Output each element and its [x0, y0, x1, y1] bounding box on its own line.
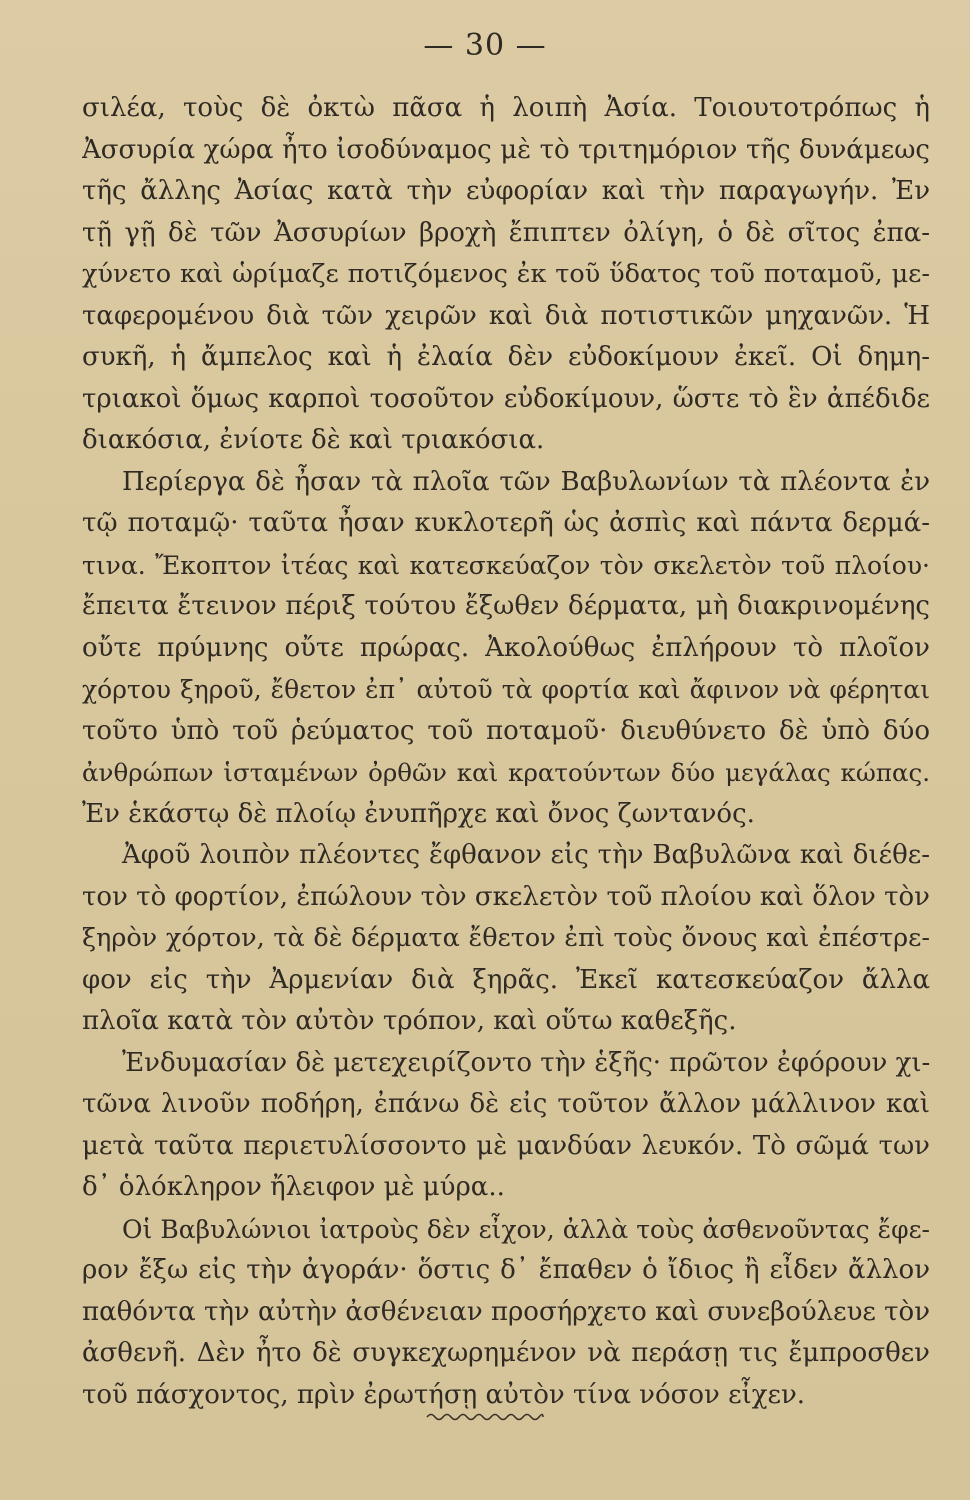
ornamental-divider	[425, 1410, 545, 1424]
text-line: τοῦτο ὑπὸ τοῦ ῥεύματος τοῦ ποταμοῦ· διευθύνετο δὲ ὑπὸ δύο	[82, 715, 930, 746]
text-line: οὔτε πρύμνης οὔτε πρώρας. Ἀκολούθως ἐπλήρουν τὸ πλοῖον	[82, 632, 930, 663]
text-line: ταφερομένου διὰ τῶν χειρῶν καὶ διὰ ποτιστικῶν μηχανῶν. Ἡ	[82, 300, 930, 331]
text-line: παθόντα τὴν αὐτὴν ἀσθένειαν προσήρχετο καὶ συνεβούλευε τὸν	[82, 1296, 930, 1327]
text-line: χύνετο καὶ ὡρίμαζε ποτιζόμενος ἐκ τοῦ ὕδατος τοῦ ποταμοῦ, με-	[82, 259, 930, 289]
text-line: τῆς ἄλλης Ἀσίας κατὰ τὴν εὐφορίαν καὶ τὴν παραγωγήν. Ἐν	[82, 176, 930, 206]
text-line: Ἐνδυμασίαν δὲ μετεχειρίζοντο τὴν ἑξῆς· πρῶτον ἐφόρουν χι-	[122, 1047, 930, 1078]
text-line: τῷ ποταμῷ· ταῦτα ἦσαν κυκλοτερῆ ὡς ἀσπὶς καὶ πάντα δερμά-	[82, 508, 930, 538]
text-line: συκῆ, ἡ ἄμπελος καὶ ἡ ἐλαία δὲν εὐδοκίμουν ἐκεῖ. Οἱ δημη-	[82, 342, 930, 372]
text-line: φον εἰς τὴν Ἀρμενίαν διὰ ξηρᾶς. Ἐκεῖ κατεσκεύαζον ἄλλα	[82, 964, 930, 995]
text-line: τῶνα λινοῦν ποδήρη, ἐπάνω δὲ εἰς τοῦτον ἄλλον μάλλινον καὶ	[82, 1089, 930, 1119]
text-line: Ἀσσυρία χώρα ἦτο ἰσοδύναμος μὲ τὸ τριτημόριον τῆς δυνάμεως	[82, 134, 930, 165]
text-line: σιλέα, τοὺς δὲ ὀκτὼ πᾶσα ἡ λοιπὴ Ἀσία. Τοιουτοτρόπως ἡ	[82, 93, 930, 123]
text-line: ἀνθρώπων ἱσταμένων ὀρθῶν καὶ κρατούντων δύο μεγάλας κώπας.	[82, 758, 930, 787]
text-line: τοῦ πάσχοντος, πρὶν ἐρωτήσῃ αὐτὸν τίνα νόσον εἶχεν.	[82, 1379, 806, 1410]
text-line: τον τὸ φορτίον, ἐπώλουν τὸν σκελετὸν τοῦ πλοίου καὶ ὅλον τὸν	[82, 881, 930, 912]
text-line: τῇ γῇ δὲ τῶν Ἀσσυρίων βροχὴ ἔπιπτεν ὀλίγη, ὁ δὲ σῖτος ἐπα-	[82, 217, 930, 248]
text-line: Οἱ Βαβυλώνιοι ἰατροὺς δὲν εἶχον, ἀλλὰ τοὺς ἀσθενοῦντας ἔφε-	[122, 1214, 930, 1244]
text-line: χόρτου ξηροῦ, ἔθετον ἐπ᾽ αὐτοῦ τὰ φορτία καὶ ἄφινον νὰ φέρηται	[82, 675, 930, 704]
text-line: Ἐν ἑκάστῳ δὲ πλοίῳ ἐνυπῆρχε καὶ ὄνος ζωντανός.	[82, 798, 755, 829]
text-line: Περίεργα δὲ ἦσαν τὰ πλοῖα τῶν Βαβυλωνίων τὰ πλέοντα ἐν	[122, 466, 930, 497]
text-line: διακόσια, ἐνίοτε δὲ καὶ τριακόσια.	[82, 425, 545, 455]
text-line: ρον ἔξω εἰς τὴν ἀγοράν· ὅστις δ᾽ ἔπαθεν ὁ ἴδιος ἢ εἶδεν ἄλλον	[82, 1255, 930, 1285]
text-line: Ἀφοῦ λοιπὸν πλέοντες ἔφθανον εἰς τὴν Βαβυλῶνα καὶ διέθε-	[122, 840, 930, 870]
text-line: ἀσθενῆ. Δὲν ἦτο δὲ συγκεχωρημένον νὰ περάσῃ τις ἔμπροσθεν	[82, 1338, 930, 1368]
text-line: ἔπειτα ἔτεινον πέριξ τούτου ἔξωθεν δέρματα, μὴ διακρινομένης	[82, 591, 930, 621]
text-line: τινα. Ἔκοπτον ἰτέας καὶ κατεσκεύαζον τὸν σκελετὸν τοῦ πλοίου·	[82, 550, 930, 580]
text-line: πλοῖα κατὰ τὸν αὐτὸν τρόπον, καὶ οὕτω καθεξῆς.	[82, 1006, 737, 1036]
text-line: ξηρὸν χόρτον, τὰ δὲ δέρματα ἔθετον ἐπὶ τοὺς ὄνους καὶ ἐπέστρε-	[82, 923, 930, 953]
text-line: τριακοὶ ὅμως καρποὶ τοσοῦτον εὐδοκίμουν, ὥστε τὸ ἓν ἀπέδιδε	[82, 383, 930, 414]
page-number: — 30 —	[423, 28, 547, 63]
text-line: δ᾽ ὁλόκληρον ἤλειφον μὲ μύρα..	[82, 1172, 505, 1202]
text-line: μετὰ ταῦτα περιετυλίσσοντο μὲ μανδύαν λευκόν. Τὸ σῶμά των	[82, 1130, 930, 1161]
body-text	[82, 88, 930, 1416]
